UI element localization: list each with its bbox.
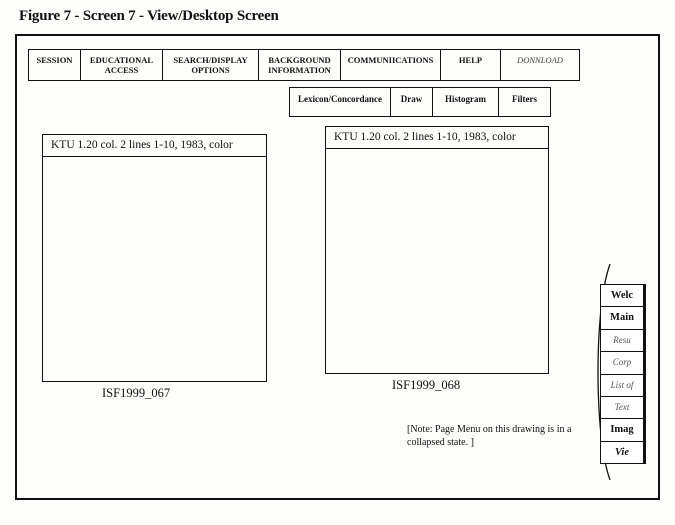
page-menu-welcome[interactable]: Welc	[601, 285, 643, 307]
subnav-histogram[interactable]: Histogram	[433, 88, 499, 116]
main-nav	[28, 49, 580, 81]
nav-educational-access[interactable]: EDUCATIONAL ACCESS	[81, 50, 163, 80]
page-menu-main[interactable]: Main	[601, 307, 643, 329]
subnav-draw[interactable]: Draw	[391, 88, 433, 116]
image-panel-left[interactable]	[42, 134, 267, 382]
nav-help[interactable]: HELP	[441, 50, 501, 80]
subnav-lexicon-concordance[interactable]: Lexicon/Concordance	[290, 88, 391, 116]
nav-search-display-options[interactable]: SEARCH/DISPLAY OPTIONS	[163, 50, 259, 80]
page-menu	[600, 284, 646, 464]
page-menu-corpus[interactable]: Corp	[601, 352, 643, 374]
image-caption-right: ISF1999_068	[392, 378, 461, 392]
page-menu-results[interactable]: Resu	[601, 330, 643, 352]
nav-communications[interactable]: COMMUNIICATIONS	[341, 50, 441, 80]
view-subnav	[289, 87, 551, 117]
image-panel-right[interactable]	[325, 126, 549, 374]
page-menu-view[interactable]: Vie	[614, 446, 629, 458]
nav-download[interactable]: DONNLOAD	[517, 55, 563, 65]
note-text: [Note: Page Menu on this drawing is in a collapsed state. ]	[407, 424, 572, 448]
nav-background-information[interactable]: BACKGROUND INFORMATION	[259, 50, 341, 80]
subnav-filters[interactable]: Filters	[512, 94, 537, 104]
nav-session[interactable]: SESSION	[29, 50, 81, 80]
image-panel-header: KTU 1.20 col. 2 lines 1-10, 1983, color	[326, 127, 548, 149]
page-menu-list-of[interactable]: List of	[601, 375, 643, 397]
image-panel-header: KTU 1.20 col. 2 lines 1-10, 1983, color	[43, 135, 266, 157]
figure-title: Figure 7 - Screen 7 - View/Desktop Screen	[19, 8, 279, 24]
page-menu-text[interactable]: Text	[601, 397, 643, 419]
image-caption-left: ISF1999_067	[102, 386, 171, 400]
page-menu-images[interactable]: Imag	[601, 419, 643, 441]
